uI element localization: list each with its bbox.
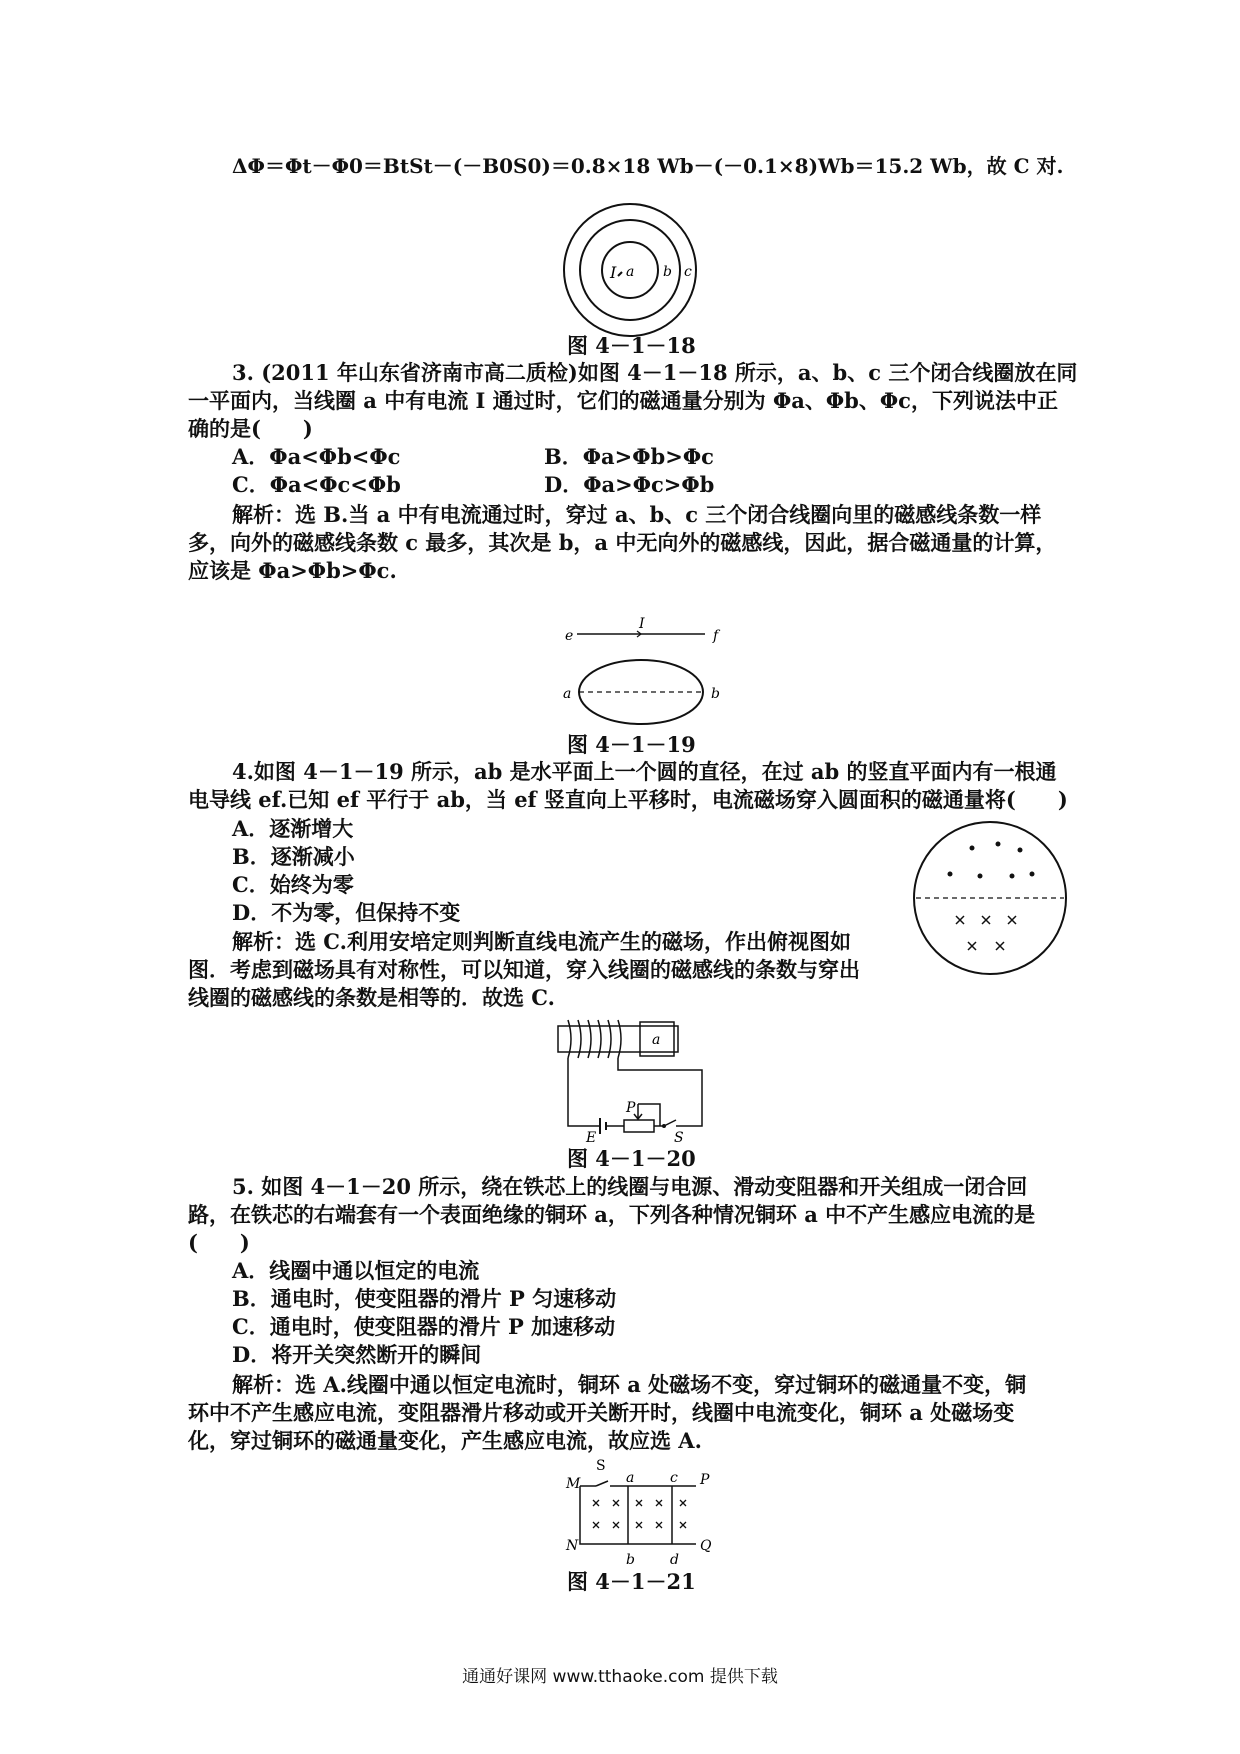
q3-line-1: 3. (2011 年山东省济南市高二质检)如图 4－1－18 所示，a、b、c 三个闭合线圈放在同 bbox=[232, 360, 1078, 385]
q5-line-1: 5. 如图 4－1－20 所示，绕在铁芯上的线圈与电源、滑动变阻器和开关组成一闭合回 bbox=[232, 1174, 1028, 1199]
q3-option-b: B．Φa>Φb>Φc bbox=[544, 444, 714, 469]
fig21-label-Q: Q bbox=[700, 1538, 712, 1554]
figure-4-1-21 bbox=[560, 1458, 720, 1570]
q5-option-c: C．通电时，使变阻器的滑片 P 加速移动 bbox=[232, 1314, 616, 1339]
q5-analysis-2: 环中不产生感应电流，变阻器滑片移动或开关断开时，线圈中电流变化，铜环 a 处磁场变 bbox=[188, 1400, 1015, 1425]
q3-line-3: 确的是( ) bbox=[188, 416, 313, 441]
q5-line-2: 路，在铁芯的右端套有一个表面绝缘的铜环 a，下列各种情况铜环 a 中不产生感应电流的是 bbox=[188, 1202, 1036, 1227]
fig18-label-a: a bbox=[626, 264, 635, 280]
figure-4-1-18-caption: 图 4－1－18 bbox=[567, 333, 696, 358]
q3-option-c: C．Φa<Φc<Φb bbox=[232, 472, 401, 497]
fig21-label-c: c bbox=[670, 1470, 678, 1486]
fig20-label-S: S bbox=[674, 1130, 684, 1146]
q4-analysis-1: 解析：选 C.利用安培定则判断直线电流产生的磁场，作出俯视图如 bbox=[232, 929, 851, 954]
q4-option-d: D．不为零，但保持不变 bbox=[232, 900, 461, 925]
figure-4-1-18 bbox=[560, 200, 700, 340]
fig20-label-E: E bbox=[586, 1130, 597, 1146]
q5-option-b: B．通电时，使变阻器的滑片 P 匀速移动 bbox=[232, 1286, 617, 1311]
q5-analysis-1: 解析：选 A.线圈中通以恒定电流时，铜环 a 处磁场不变，穿过铜环的磁通量不变，铜 bbox=[232, 1372, 1027, 1397]
fig19-label-a: a bbox=[563, 686, 572, 702]
q4-option-a: A．逐渐增大 bbox=[232, 816, 354, 841]
figure-4-1-19-caption: 图 4－1－19 bbox=[567, 732, 696, 757]
fig21-label-M: M bbox=[566, 1476, 581, 1492]
q3-option-a: A．Φa<Φb<Φc bbox=[232, 444, 401, 469]
fig18-label-b: b bbox=[663, 264, 672, 280]
q3-analysis-2: 多，向外的磁感线条数 c 最多，其次是 b，a 中无向外的磁感线，因此，据合磁通量的计算， bbox=[188, 530, 1057, 555]
q4-line-2: 电导线 ef.已知 ef 平行于 ab，当 ef 竖直向上平移时，电流磁场穿入圆面积的磁通量将( ) bbox=[188, 787, 1068, 812]
q4-line-1: 4.如图 4－1－19 所示，ab 是水平面上一个圆的直径，在过 ab 的竖直平面内有一根通 bbox=[232, 759, 1057, 784]
fig19-label-I: I bbox=[639, 616, 645, 632]
fig18-label-I: I bbox=[610, 263, 617, 282]
q3-option-d: D．Φa>Φc>Φb bbox=[544, 472, 715, 497]
q4-analysis-2: 图．考虑到磁场具有对称性，可以知道，穿入线圈的磁感线的条数与穿出 bbox=[188, 957, 860, 982]
fig18-label-c: c bbox=[684, 264, 692, 280]
fig21-label-N: N bbox=[566, 1538, 579, 1554]
q3-analysis-1: 解析：选 B.当 a 中有电流通过时，穿过 a、b、c 三个闭合线圈向里的磁感线条数一样 bbox=[232, 502, 1042, 527]
q5-line-3: ( ) bbox=[188, 1230, 250, 1255]
q4-top-view-figure bbox=[910, 818, 1070, 978]
fig20-label-a: a bbox=[652, 1032, 661, 1048]
fig20-label-P: P bbox=[626, 1100, 636, 1116]
q3-line-2: 一平面内，当线圈 a 中有电流 I 通过时，它们的磁通量分别为 Φa、Φb、Φc，下列说法中正 bbox=[188, 388, 1058, 413]
q5-option-d: D．将开关突然断开的瞬间 bbox=[232, 1342, 482, 1367]
figure-4-1-20-caption: 图 4－1－20 bbox=[567, 1146, 696, 1171]
fig21-label-a: a bbox=[626, 1470, 635, 1486]
q3-analysis-3: 应该是 Φa>Φb>Φc. bbox=[188, 558, 397, 583]
q4-option-c: C．始终为零 bbox=[232, 872, 354, 897]
fig21-label-d: d bbox=[670, 1552, 679, 1568]
figure-4-1-19 bbox=[555, 610, 735, 730]
solution-formula: ΔΦ＝Φt－Φ0＝BtSt－(－B0S0)＝0.8×18 Wb－(－0.1×8)Wb＝15.2 Wb，故 C 对. bbox=[232, 154, 1064, 178]
fig21-label-b: b bbox=[626, 1552, 635, 1568]
fig21-label-P: P bbox=[700, 1472, 710, 1488]
q5-option-a: A．线圈中通以恒定的电流 bbox=[232, 1258, 480, 1283]
figure-4-1-20 bbox=[552, 1016, 732, 1146]
figure-4-1-21-caption: 图 4－1－21 bbox=[567, 1569, 696, 1594]
fig19-label-e: e bbox=[565, 628, 574, 644]
fig21-label-S: S bbox=[596, 1458, 606, 1474]
q4-option-b: B．逐渐减小 bbox=[232, 844, 355, 869]
q5-analysis-3: 化，穿过铜环的磁通量变化，产生感应电流，故应选 A. bbox=[188, 1428, 702, 1453]
fig19-label-f: f bbox=[713, 628, 719, 644]
fig19-label-b: b bbox=[711, 686, 720, 702]
q4-analysis-3: 线圈的磁感线的条数是相等的．故选 C. bbox=[188, 985, 555, 1010]
page-footer: 通通好课网 www.tthaoke.com 提供下载 bbox=[462, 1667, 778, 1687]
